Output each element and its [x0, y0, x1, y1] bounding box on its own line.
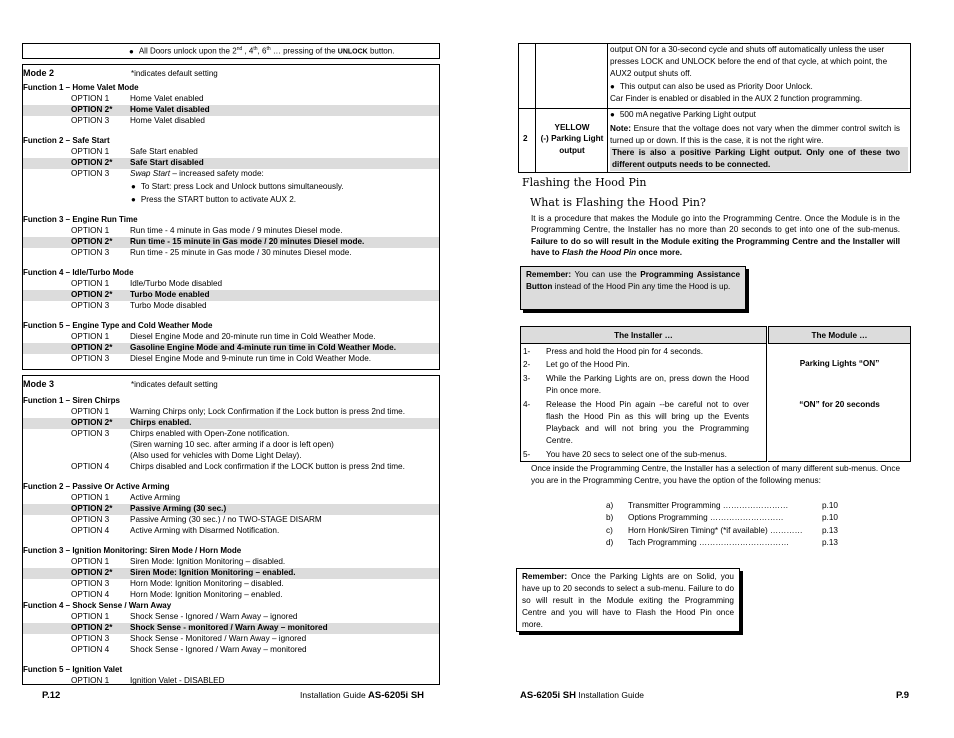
option-row — [23, 515, 439, 526]
mode-3-title: Mode 3 — [23, 379, 55, 389]
option-row — [23, 226, 439, 237]
mode-3-header — [23, 376, 439, 394]
option-label: OPTION 3 — [71, 634, 110, 643]
option-description: Chirps enabled with Open-Zone notification. — [130, 429, 290, 438]
bullet-row — [23, 193, 439, 206]
option-row — [23, 440, 439, 451]
option-label: OPTION 1 — [71, 407, 110, 416]
option-description: Active Arming — [130, 493, 181, 502]
function-options — [23, 493, 439, 537]
option-row — [23, 590, 439, 601]
option-row — [23, 623, 439, 634]
option-description: Diesel Engine Mode and 9-minute run time in Cold Weather Mode. — [130, 354, 372, 363]
module-response: “ON” for 20 seconds — [799, 400, 880, 409]
option-description: Home Valet disabled — [130, 105, 210, 114]
menu-item: b) Options Programming ……………………… p.10 — [606, 513, 838, 523]
wire-desc-bullet: ● This output can also be used as Priority Door Unlock. — [610, 82, 908, 93]
option-row — [23, 676, 439, 687]
option-row — [23, 248, 439, 259]
option-description: Active Arming with Disarmed Notification. — [130, 526, 280, 535]
function-title: Function 1 – Siren Chirps — [23, 396, 120, 405]
mode-3-section — [22, 375, 440, 685]
option-label: OPTION 2* — [71, 290, 113, 299]
option-row — [23, 343, 439, 354]
option-row — [23, 147, 439, 158]
option-description: Horn Mode: Ignition Monitoring – enabled. — [130, 590, 283, 599]
footer-guide: AS-6205i SH Installation Guide — [520, 690, 645, 701]
option-description: Turbo Mode enabled — [130, 290, 210, 299]
option-label: OPTION 1 — [71, 493, 110, 502]
mode-2-title: Mode 2 — [23, 68, 55, 78]
option-description: Passive Arming (30 sec.) — [130, 504, 227, 513]
bullet-text: ● Press the START button to activate AUX 2. — [131, 195, 296, 206]
option-description: Siren Mode: Ignition Monitoring – disabled. — [130, 557, 286, 566]
option-label: OPTION 2* — [71, 504, 113, 513]
option-description: Shock Sense - Ignored / Warn Away – ignored — [130, 612, 298, 621]
option-row — [23, 568, 439, 579]
option-label: OPTION 3 — [71, 579, 110, 588]
remember-box-1: Remember: You can use the Programming Assistance Button instead of the Hood Pin any time the Hood is up. — [520, 266, 746, 310]
option-row — [23, 634, 439, 645]
option-label: OPTION 1 — [71, 676, 110, 685]
option-row — [23, 557, 439, 568]
subsection-heading: What is Flashing the Hood Pin? — [530, 196, 706, 209]
installer-column-header: The Installer … — [520, 326, 767, 344]
bullet-icon — [129, 47, 139, 56]
table-divider — [519, 108, 910, 109]
option-label: OPTION 3 — [71, 116, 110, 125]
option-row — [23, 526, 439, 537]
option-label: OPTION 4 — [71, 526, 110, 535]
option-label: OPTION 2* — [71, 418, 113, 427]
option-label: OPTION 2* — [71, 568, 113, 577]
option-description: (Siren warning 10 sec. after arming if a door is left open) — [130, 440, 334, 449]
option-label: OPTION 1 — [71, 612, 110, 621]
option-label: OPTION 1 — [71, 332, 110, 341]
option-row — [23, 301, 439, 312]
option-description: Shock Sense - Ignored / Warn Away – monitored — [130, 645, 307, 654]
option-description: Safe Start disabled — [130, 158, 204, 167]
wire-desc-line: AUX2 output shuts off. — [610, 69, 692, 78]
option-row — [23, 237, 439, 248]
option-label: OPTION 2* — [71, 237, 113, 246]
option-row — [23, 504, 439, 515]
option-label: OPTION 1 — [71, 94, 110, 103]
option-label: OPTION 1 — [71, 147, 110, 156]
option-label: OPTION 2* — [71, 623, 113, 632]
option-row — [23, 429, 439, 440]
option-row — [23, 169, 439, 180]
option-row — [23, 158, 439, 169]
function-title: Function 1 – Home Valet Mode — [23, 83, 139, 92]
option-row — [23, 493, 439, 504]
default-note: *indicates default setting — [131, 380, 218, 389]
option-description: Chirps enabled. — [130, 418, 192, 427]
page-number: P.12 — [42, 690, 61, 701]
bullet-row — [23, 180, 439, 193]
option-row — [23, 451, 439, 462]
option-label: OPTION 3 — [71, 429, 110, 438]
option-description: Horn Mode: Ignition Monitoring – disabled. — [130, 579, 284, 588]
option-description: Chirps disabled and Lock confirmation if the LOCK button is press 2nd time. — [130, 462, 405, 471]
option-description: Safe Start enabled — [130, 147, 198, 156]
option-description: Run time - 25 minute in Gas mode / 30 minutes Diesel mode. — [130, 248, 352, 257]
function-title: Function 2 – Safe Start — [23, 136, 110, 145]
section-heading: Flashing the Hood Pin — [522, 176, 647, 189]
option-label: OPTION 3 — [71, 515, 110, 524]
option-description: Swap Start – increased safety mode: — [130, 169, 264, 178]
option-label: OPTION 3 — [71, 169, 110, 178]
option-label: OPTION 1 — [71, 226, 110, 235]
function-options — [23, 407, 439, 473]
option-description: Run time - 4 minute in Gas mode / 9 minutes Diesel mode. — [130, 226, 343, 235]
option-description: Idle/Turbo Mode disabled — [130, 279, 223, 288]
function-title: Function 2 – Passive Or Active Arming — [23, 482, 170, 491]
function-title: Function 5 – Engine Type and Cold Weather Mode — [23, 321, 213, 330]
menu-item: a) Transmitter Programming …………………… p.10 — [606, 501, 838, 510]
menu-list — [606, 501, 846, 550]
steps-table — [520, 326, 911, 462]
function-title: Function 4 – Shock Sense / Warn Away — [23, 601, 172, 610]
bullet-text: ● To Start: press Lock and Unlock buttons simultaneously. — [131, 182, 344, 193]
option-row — [23, 407, 439, 418]
wire-color: YELLOW (-) Parking Light output — [540, 123, 604, 155]
function-title: Function 4 – Idle/Turbo Mode — [23, 268, 134, 277]
option-label: OPTION 4 — [71, 645, 110, 654]
option-row — [23, 579, 439, 590]
option-label: OPTION 2* — [71, 158, 113, 167]
function-options — [23, 612, 439, 656]
installer-column: 1- Press and hold the Hood pin for 4 seconds. 2- Let go of the Hood Pin. 3- While the Parking Lights are on, press down the Hood Pin once more. 4- Release the Hood Pin again --be careful not to over flash the Hood Pin as this will bring up the Events Playback and will not bring you the Programming Centre. 5- You have 20 secs to select one of the sub-menus. — [520, 344, 767, 462]
page-number: P.9 — [896, 690, 910, 701]
option-description: Ignition Valet - DISABLED — [130, 676, 225, 685]
wire-number: 2 — [523, 134, 528, 143]
option-description: Shock Sense - Monitored / Warn Away – ignored — [130, 634, 307, 643]
function-title: Function 5 – Ignition Valet — [23, 665, 123, 674]
mode-2-functions — [23, 83, 439, 365]
function-options — [23, 676, 439, 687]
option-row — [23, 332, 439, 343]
wire-desc-line: presses LOCK and UNLOCK before the end of that cycle, at which point, the — [610, 57, 888, 66]
wire-table — [518, 43, 911, 173]
option-label: OPTION 1 — [71, 557, 110, 566]
wire-desc-line: Car Finder is enabled or disabled in the AUX 2 function programming. — [610, 94, 863, 103]
option-row — [23, 354, 439, 365]
module-column — [768, 344, 911, 462]
option-description: Gasoline Engine Mode and 4-minute run time in Cold Weather Mode. — [130, 343, 396, 352]
option-description: Passive Arming (30 sec.) / no TWO-STAGE DISARM — [130, 515, 322, 524]
option-row — [23, 94, 439, 105]
option-description: Shock Sense - monitored / Warn Away – monitored — [130, 623, 328, 632]
module-response: Parking Lights “ON” — [799, 359, 880, 368]
option-label: OPTION 4 — [71, 462, 110, 471]
mode-2-header — [23, 65, 439, 83]
option-description: Run time - 15 minute in Gas mode / 20 minutes Diesel mode. — [130, 237, 365, 246]
option-row — [23, 279, 439, 290]
function-title: Function 3 – Engine Run Time — [23, 215, 138, 224]
option-description: (Also used for vehicles with Dome Light Delay). — [130, 451, 302, 460]
option-description: Warning Chirps only; Lock Confirmation if the Lock button is press 2nd time. — [130, 407, 406, 416]
module-column-header: The Module … — [768, 326, 911, 344]
option-label: OPTION 3 — [71, 301, 110, 310]
option-label: OPTION 3 — [71, 248, 110, 257]
footer-guide: Installation Guide AS-6205i SH — [300, 690, 425, 701]
option-label: OPTION 3 — [71, 354, 110, 363]
default-note: *indicates default setting — [131, 69, 218, 78]
option-description: Home Valet enabled — [130, 94, 204, 103]
option-description: Turbo Mode disabled — [130, 301, 207, 310]
wire-desc-line: output ON for a 30-second cycle and shuts off automatically unless the user — [610, 45, 885, 54]
menu-item: c) Horn Honk/Siren Timing* (*if available) ………… p.13 — [606, 525, 838, 535]
option-label: OPTION 4 — [71, 590, 110, 599]
door-unlock-note: ● All Doors unlock upon the 2nd , 4th, 6th … pressing of the UNLOCK button. — [22, 43, 440, 59]
option-label: OPTION 2* — [71, 105, 113, 114]
option-label: OPTION 1 — [71, 279, 110, 288]
option-row — [23, 645, 439, 656]
option-row — [23, 290, 439, 301]
option-row — [23, 462, 439, 473]
wire-note: Note: Ensure that the voltage does not vary when the dimmer control switch is turned up or down. If this is the case, it is not the right wire. — [610, 124, 900, 145]
option-row — [23, 105, 439, 116]
menu-item: d) Tach Programming …………………………… p.13 — [606, 537, 838, 547]
option-row — [23, 612, 439, 623]
remember-box-2: Remember: Once the Parking Lights are on Solid, you have up to 20 seconds to select a sub-menu. Failure to do so will result in the Module exiting the Programming Centre and you will have to Flash the Hood Pin once more. — [516, 568, 740, 632]
wire-warning: There is also a positive Parking Light output. Only one of these two different outputs needs to be connected. — [610, 147, 908, 171]
mode-2-section — [22, 64, 440, 370]
menus-paragraph: Once inside the Programming Centre, the Installer has a selection of many different sub-menus. Once you are in the Programming Centre, you have the option of the following menus: — [531, 464, 900, 485]
intro-paragraph: It is a procedure that makes the Module go into the Programming Centre. Once the Module is in the Programming Centre, the Installer has no more than 20 seconds to get into one of the sub-menus. Failure to do so will result in the Module exiting the Programming Centre and the Installer will have to Flash the Hood Pin once more. — [531, 214, 900, 258]
wire-desc-bullet: ● 500 mA negative Parking Light output — [610, 110, 908, 121]
option-row — [23, 116, 439, 127]
option-description: Diesel Engine Mode and 20-minute run time in Cold Weather Mode. — [130, 332, 376, 341]
option-description: Siren Mode: Ignition Monitoring – enabled. — [130, 568, 296, 577]
option-label: OPTION 2* — [71, 343, 113, 352]
option-row — [23, 418, 439, 429]
function-options — [23, 557, 439, 601]
option-description: Home Valet disabled — [130, 116, 205, 125]
function-title: Function 3 – Ignition Monitoring: Siren Mode / Horn Mode — [23, 546, 242, 555]
